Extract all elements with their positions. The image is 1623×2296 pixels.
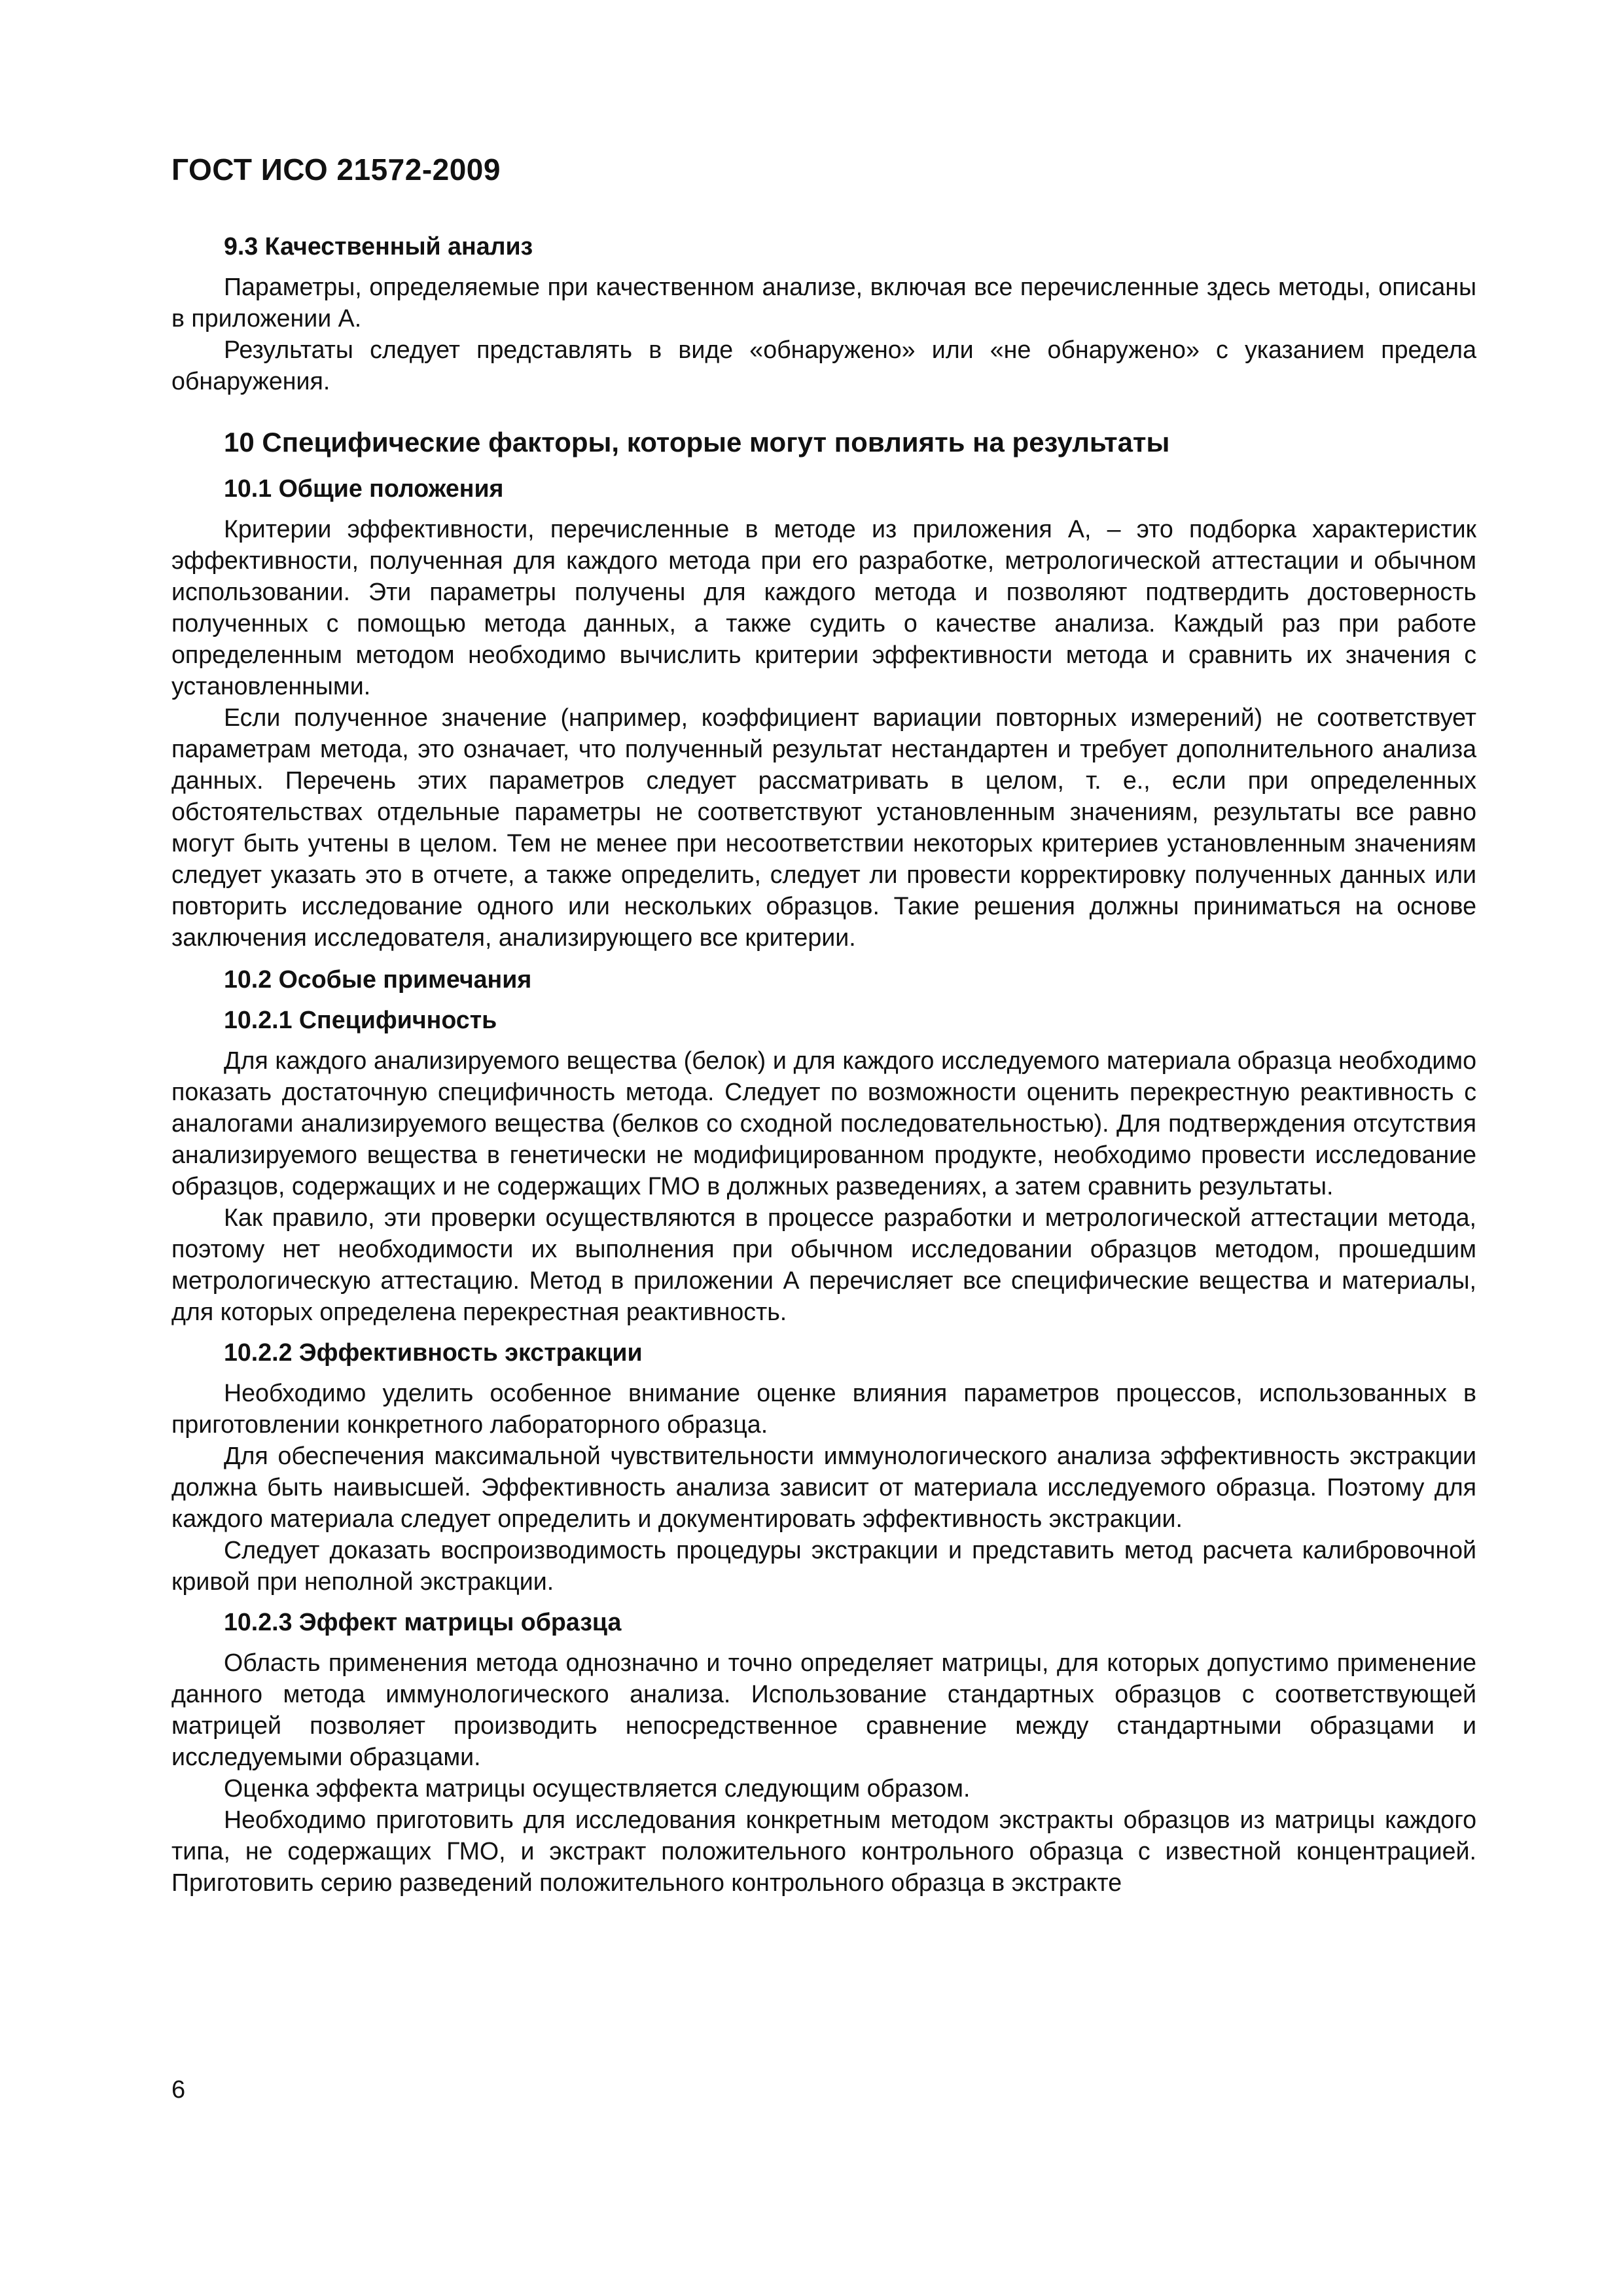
paragraph: Критерии эффективности, перечисленные в методе из приложения А, – это подборка характеристик эффективности, полученная для каждого метода при его разработке, метрологической аттестации и обычном использовании. Эти параметры получены для каждого метода и позволяют подтвердить достоверность полученных с помощью метода данных, а также судить о качестве анализа. Каждый раз при работе определенным методом необходимо вычислить критерии эффективности метода и сравнить их значения с установленными. (171, 515, 1476, 700)
document-body (171, 230, 1476, 1898)
paragraph: Результаты следует представлять в виде «обнаружено» или «не обнаружено» с указанием предела обнаружения. (171, 336, 1476, 395)
document-header: ГОСТ ИСО 21572-2009 (171, 152, 501, 187)
paragraph: Следует доказать воспроизводимость процедуры экстракции и представить метод расчета калибровочной кривой при неполной экстракции. (171, 1536, 1476, 1595)
paragraph: Необходимо уделить особенное внимание оценке влияния параметров процессов, использованных в приготовлении конкретного лабораторного образца. (171, 1379, 1476, 1438)
paragraph: Для каждого анализируемого вещества (белок) и для каждого исследуемого материала образца необходимо показать достаточную специфичность метода. Следует по возможности оценить перекрестную реактивность с аналогами анализируемого вещества (белков со сходной последовательностью). Для подтверждения отсутствия анализируемого вещества в генетически не модифицированном продукте, необходимо провести исследование образцов, содержащих и не содержащих ГМО в должных разведениях, а затем сравнить результаты. (171, 1047, 1476, 1200)
section-9-3-title: 9.3 Качественный анализ (224, 232, 533, 260)
page-number: 6 (171, 2076, 186, 2104)
paragraph: Если полученное значение (например, коэффициент вариации повторных измерений) не соответствует параметрам метода, это означает, что полученный результат нестандартен и требует дополнительного анализа данных. Перечень этих параметров следует рассматривать в целом, т. е., если при определенных обстоятельствах отдельные параметры не соответствуют установленным значениям, результаты все равно могут быть учтены в целом. Тем не менее при несоответствии некоторых критериев установленным значениям следует указать это в отчете, а также определить, следует ли провести корректировку полученных данных или повторить исследование одного или нескольких образцов. Такие решения должны приниматься на основе заключения исследователя, анализирующего все критерии. (171, 704, 1476, 951)
paragraph: Для обеспечения максимальной чувствительности иммунологического анализа эффективность экстракции должна быть наивысшей. Эффективность анализа зависит от материала исследуемого образца. Поэтому для каждого материала следует определить и документировать эффективность экстракции. (171, 1442, 1476, 1532)
paragraph: Область применения метода однозначно и точно определяет матрицы, для которых допустимо применение данного метода иммунологического анализа. Использование стандартных образцов с соответствующей матрицей позволяет производить непосредственное сравнение между стандартными образцами и исследуемыми образцами. (171, 1649, 1476, 1770)
paragraph: Как правило, эти проверки осуществляются в процессе разработки и метрологической аттестации метода, поэтому нет необходимости их выполнения при обычном исследовании образцов методом, прошедшим метрологическую аттестацию. Метод в приложении А перечисляет все специфические вещества и материалы, для которых определена перекрестная реактивность. (171, 1204, 1476, 1325)
paragraph: Параметры, определяемые при качественном анализе, включая все перечисленные здесь методы, описаны в приложении А. (171, 273, 1476, 332)
section-10-2-2-title: 10.2.2 Эффективность экстракции (224, 1338, 643, 1366)
section-10-title: 10 Специфические факторы, которые могут повлиять на результаты (224, 427, 1170, 457)
paragraph: Оценка эффекта матрицы осуществляется следующим образом. (224, 1774, 971, 1802)
section-10-2-1-title: 10.2.1 Специфичность (224, 1006, 497, 1033)
paragraph: Необходимо приготовить для исследования конкретным методом экстракты образцов из матрицы каждого типа, не содержащих ГМО, и экстракт положительного контрольного образца с известной концентрацией. Приготовить серию разведений положительного контрольного образца в экстракте (171, 1806, 1476, 1896)
section-10-1-title: 10.1 Общие положения (224, 475, 504, 502)
section-10-2-3-title: 10.2.3 Эффект матрицы образца (224, 1608, 622, 1636)
section-10-2-title: 10.2 Особые примечания (224, 965, 532, 993)
